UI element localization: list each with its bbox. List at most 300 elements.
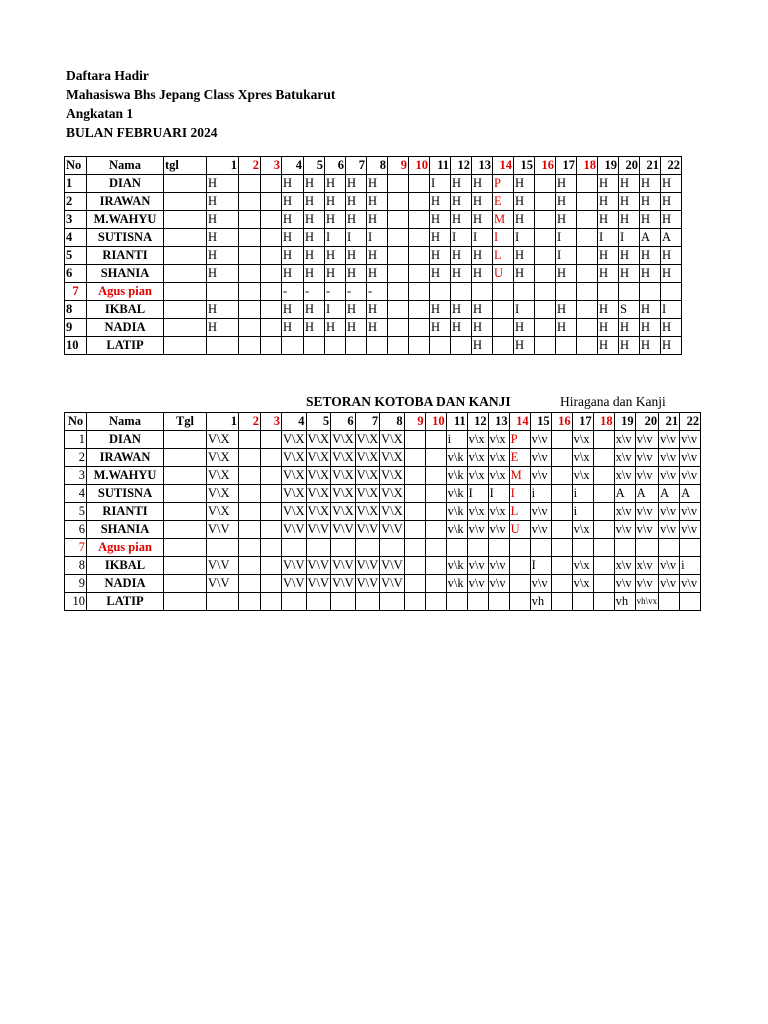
row-number: 5 (65, 247, 87, 265)
day-cell (659, 593, 680, 611)
col-header-day-8: 8 (380, 413, 405, 431)
day-cell: H (598, 337, 619, 355)
day-cell: I (488, 485, 509, 503)
col-header-day-6: 6 (331, 413, 356, 431)
day-cell: H (514, 319, 535, 337)
day-cell (535, 211, 556, 229)
day-cell (551, 431, 572, 449)
day-cell: U (509, 521, 530, 539)
student-name: Agus pian (87, 539, 164, 557)
day-cell: H (556, 211, 577, 229)
day-cell (404, 503, 425, 521)
day-cell: v\v (614, 575, 635, 593)
day-cell (239, 247, 261, 265)
day-cell: H (430, 319, 451, 337)
row-number: 1 (65, 175, 87, 193)
day-cell (593, 449, 614, 467)
col-header-day-12: 12 (451, 157, 472, 175)
day-cell: v\v (680, 575, 701, 593)
day-cell (346, 337, 367, 355)
day-cell (409, 301, 430, 319)
day-cell: E (493, 193, 514, 211)
day-cell: x\v (614, 431, 635, 449)
day-cell (261, 229, 282, 247)
table-row (65, 175, 682, 193)
day-cell (425, 557, 446, 575)
day-cell: v\x (488, 467, 509, 485)
day-cell: V\X (331, 449, 356, 467)
col-header-day-10: 10 (409, 157, 430, 175)
day-cell: v\v (659, 503, 680, 521)
day-cell: H (282, 301, 304, 319)
col-header-day-16: 16 (551, 413, 572, 431)
day-cell (261, 301, 282, 319)
day-cell: V\X (331, 467, 356, 485)
col-header-day-13: 13 (472, 157, 493, 175)
day-cell: H (472, 337, 493, 355)
day-cell: H (556, 193, 577, 211)
tgl-cell (164, 193, 207, 211)
day-cell: H (661, 175, 682, 193)
day-cell: H (430, 193, 451, 211)
day-cell (593, 521, 614, 539)
day-cell (261, 211, 282, 229)
day-cell: I (346, 229, 367, 247)
student-name: IRAWAN (87, 449, 164, 467)
day-cell: v\v (659, 521, 680, 539)
day-cell: H (282, 175, 304, 193)
table-row (65, 265, 682, 283)
day-cell: V\X (282, 449, 307, 467)
day-cell (261, 485, 282, 503)
day-cell: H (304, 265, 325, 283)
col-header-day-14: 14 (493, 157, 514, 175)
day-cell: V\X (331, 503, 356, 521)
row-number: 4 (65, 485, 87, 503)
student-name: NADIA (87, 575, 164, 593)
student-name: SHANIA (87, 265, 164, 283)
day-cell (207, 593, 239, 611)
col-header-day-9: 9 (404, 413, 425, 431)
day-cell: V\V (306, 521, 331, 539)
day-cell: v\v (530, 431, 551, 449)
day-cell: v\v (680, 467, 701, 485)
day-cell: H (472, 211, 493, 229)
day-cell: x\v (614, 449, 635, 467)
day-cell (593, 557, 614, 575)
day-cell: H (304, 319, 325, 337)
day-cell (331, 593, 356, 611)
day-cell: I (493, 229, 514, 247)
day-cell (551, 521, 572, 539)
day-cell: V\X (380, 431, 405, 449)
day-cell (404, 539, 425, 557)
day-cell (388, 337, 409, 355)
day-cell (388, 211, 409, 229)
day-cell (239, 575, 261, 593)
day-cell (404, 449, 425, 467)
day-cell (239, 337, 261, 355)
day-cell: H (367, 211, 388, 229)
day-cell: v\v (680, 503, 701, 521)
day-cell (493, 319, 514, 337)
day-cell: H (304, 229, 325, 247)
day-cell (239, 503, 261, 521)
day-cell (467, 539, 488, 557)
table-row (65, 319, 682, 337)
row-number: 7 (65, 283, 87, 301)
day-cell (577, 283, 598, 301)
day-cell: H (640, 247, 661, 265)
row-number: 9 (65, 575, 87, 593)
student-name: IRAWAN (87, 193, 164, 211)
student-name: DIAN (87, 431, 164, 449)
day-cell: V\V (282, 557, 307, 575)
day-cell: H (598, 211, 619, 229)
day-cell: V\X (207, 485, 239, 503)
table-row (65, 485, 701, 503)
day-cell: H (514, 175, 535, 193)
student-name: RIANTI (87, 503, 164, 521)
day-cell (551, 485, 572, 503)
day-cell: H (640, 337, 661, 355)
student-name: IKBAL (87, 557, 164, 575)
day-cell: H (472, 301, 493, 319)
day-cell (409, 211, 430, 229)
day-cell: H (304, 301, 325, 319)
day-cell: H (661, 247, 682, 265)
row-number: 10 (65, 337, 87, 355)
row-number: 6 (65, 265, 87, 283)
day-cell: i (680, 557, 701, 575)
day-cell (409, 193, 430, 211)
day-cell: v\k (446, 449, 467, 467)
day-cell (282, 593, 307, 611)
col-header-day-16: 16 (535, 157, 556, 175)
day-cell (239, 431, 261, 449)
day-cell (388, 193, 409, 211)
day-cell (261, 575, 282, 593)
day-cell: H (640, 175, 661, 193)
day-cell: V\V (355, 557, 380, 575)
day-cell (577, 247, 598, 265)
day-cell: V\V (306, 557, 331, 575)
day-cell: H (346, 211, 367, 229)
day-cell (261, 539, 282, 557)
col-header-day-13: 13 (488, 413, 509, 431)
day-cell: H (514, 247, 535, 265)
day-cell (593, 575, 614, 593)
day-cell: H (325, 175, 346, 193)
day-cell: V\V (207, 575, 239, 593)
col-header-day-11: 11 (430, 157, 451, 175)
day-cell (380, 593, 405, 611)
day-cell: v\x (572, 521, 593, 539)
day-cell: I (451, 229, 472, 247)
col-header-day-3: 3 (261, 157, 282, 175)
day-cell: i (446, 431, 467, 449)
day-cell: H (451, 247, 472, 265)
day-cell: v\v (530, 467, 551, 485)
day-cell (261, 337, 282, 355)
day-cell: U (493, 265, 514, 283)
table-row (65, 503, 701, 521)
day-cell: v\x (572, 449, 593, 467)
day-cell: H (325, 211, 346, 229)
table-row (65, 431, 701, 449)
tgl-cell (164, 503, 207, 521)
day-cell: V\X (331, 485, 356, 503)
day-cell: H (472, 175, 493, 193)
row-number: 1 (65, 431, 87, 449)
day-cell: V\X (207, 503, 239, 521)
day-cell (577, 337, 598, 355)
day-cell: V\X (355, 485, 380, 503)
day-cell: H (304, 211, 325, 229)
day-cell: v\v (635, 521, 659, 539)
day-cell: H (304, 247, 325, 265)
day-cell (239, 557, 261, 575)
day-cell: H (514, 211, 535, 229)
day-cell: v\v (659, 449, 680, 467)
day-cell: H (346, 301, 367, 319)
day-cell: v\v (680, 521, 701, 539)
day-cell (404, 521, 425, 539)
day-cell: I (514, 229, 535, 247)
day-cell: H (619, 211, 640, 229)
day-cell (493, 337, 514, 355)
col-header-day-12: 12 (467, 413, 488, 431)
col-header-day-10: 10 (425, 413, 446, 431)
day-cell: V\V (380, 575, 405, 593)
row-number: 2 (65, 449, 87, 467)
col-header-day-5: 5 (304, 157, 325, 175)
col-header-tgl: tgl (164, 157, 207, 175)
day-cell (430, 337, 451, 355)
day-cell (367, 337, 388, 355)
tgl-cell (164, 539, 207, 557)
col-header-day-2: 2 (239, 157, 261, 175)
row-number: 6 (65, 521, 87, 539)
day-cell (577, 319, 598, 337)
table-row (65, 467, 701, 485)
col-header-day-20: 20 (619, 157, 640, 175)
day-cell: H (430, 229, 451, 247)
day-cell (261, 467, 282, 485)
day-cell (261, 431, 282, 449)
table-row (65, 229, 682, 247)
day-cell (239, 521, 261, 539)
day-cell (239, 301, 261, 319)
day-cell: H (346, 193, 367, 211)
day-cell: H (514, 193, 535, 211)
student-name: M.WAHYU (87, 211, 164, 229)
day-cell: H (514, 265, 535, 283)
day-cell: H (207, 265, 239, 283)
day-cell: V\V (331, 521, 356, 539)
day-cell: I (325, 229, 346, 247)
day-cell: A (661, 229, 682, 247)
day-cell (388, 175, 409, 193)
day-cell: V\V (207, 521, 239, 539)
day-cell: v\v (467, 521, 488, 539)
day-cell: V\X (355, 503, 380, 521)
day-cell (509, 557, 530, 575)
day-cell (551, 467, 572, 485)
day-cell (404, 485, 425, 503)
day-cell: V\V (282, 521, 307, 539)
day-cell (535, 229, 556, 247)
day-cell: H (556, 265, 577, 283)
day-cell: vh\vx (635, 593, 659, 611)
day-cell: H (367, 265, 388, 283)
table-row (65, 301, 682, 319)
day-cell (614, 539, 635, 557)
day-cell: I (556, 247, 577, 265)
day-cell: H (346, 265, 367, 283)
day-cell (355, 593, 380, 611)
day-cell (509, 539, 530, 557)
day-cell: H (661, 265, 682, 283)
tgl-cell (164, 175, 207, 193)
col-header-day-21: 21 (659, 413, 680, 431)
col-header-day-17: 17 (556, 157, 577, 175)
col-header-day-15: 15 (530, 413, 551, 431)
day-cell (535, 337, 556, 355)
day-cell (207, 539, 239, 557)
day-cell: H (430, 211, 451, 229)
day-cell: I (619, 229, 640, 247)
day-cell: v\v (614, 521, 635, 539)
day-cell: H (282, 211, 304, 229)
day-cell (261, 557, 282, 575)
day-cell (446, 593, 467, 611)
col-header-day-9: 9 (388, 157, 409, 175)
day-cell: - (304, 283, 325, 301)
student-name: SHANIA (87, 521, 164, 539)
day-cell: v\v (530, 503, 551, 521)
day-cell: v\x (467, 449, 488, 467)
day-cell: I (367, 229, 388, 247)
day-cell: H (661, 211, 682, 229)
day-cell (535, 175, 556, 193)
day-cell: v\k (446, 503, 467, 521)
day-cell: v\v (467, 557, 488, 575)
day-cell: V\X (380, 485, 405, 503)
day-cell (388, 319, 409, 337)
col-header-day-6: 6 (325, 157, 346, 175)
day-cell: H (451, 175, 472, 193)
day-cell: I (325, 301, 346, 319)
day-cell (530, 539, 551, 557)
col-header-day-15: 15 (514, 157, 535, 175)
day-cell: v\k (446, 575, 467, 593)
table-row (65, 337, 682, 355)
day-cell (556, 337, 577, 355)
day-cell (239, 467, 261, 485)
col-header-day-5: 5 (306, 413, 331, 431)
attendance-table (64, 156, 682, 355)
day-cell (331, 539, 356, 557)
day-cell: v\x (467, 467, 488, 485)
day-cell: v\v (530, 575, 551, 593)
day-cell: x\v (614, 557, 635, 575)
day-cell: V\V (355, 575, 380, 593)
day-cell (261, 265, 282, 283)
day-cell (430, 283, 451, 301)
day-cell (239, 193, 261, 211)
day-cell: v\v (680, 449, 701, 467)
day-cell (551, 557, 572, 575)
day-cell (388, 283, 409, 301)
col-header-day-11: 11 (446, 413, 467, 431)
day-cell: H (451, 319, 472, 337)
day-cell (261, 503, 282, 521)
day-cell: v\v (635, 449, 659, 467)
day-cell (598, 283, 619, 301)
day-cell (593, 467, 614, 485)
day-cell (493, 301, 514, 319)
day-cell (388, 229, 409, 247)
day-cell (282, 539, 307, 557)
day-cell: H (304, 175, 325, 193)
day-cell: I (430, 175, 451, 193)
tgl-cell (164, 521, 207, 539)
tgl-cell (164, 485, 207, 503)
col-header-day-18: 18 (577, 157, 598, 175)
day-cell: V\X (331, 431, 356, 449)
tgl-cell (164, 593, 207, 611)
day-cell: H (640, 265, 661, 283)
day-cell (239, 283, 261, 301)
day-cell (593, 539, 614, 557)
day-cell (425, 593, 446, 611)
day-cell: v\x (488, 503, 509, 521)
day-cell: v\x (572, 557, 593, 575)
col-header-day-18: 18 (593, 413, 614, 431)
day-cell: H (619, 175, 640, 193)
day-cell (577, 301, 598, 319)
col-header-day-17: 17 (572, 413, 593, 431)
day-cell: I (472, 229, 493, 247)
day-cell (577, 211, 598, 229)
day-cell: I (598, 229, 619, 247)
day-cell (325, 337, 346, 355)
student-name: SUTISNA (87, 485, 164, 503)
day-cell (404, 575, 425, 593)
day-cell (261, 175, 282, 193)
day-cell: v\x (488, 431, 509, 449)
table-row (65, 449, 701, 467)
day-cell: H (282, 319, 304, 337)
col-header-nama: Nama (87, 413, 164, 431)
col-header-day-8: 8 (367, 157, 388, 175)
day-cell: H (325, 265, 346, 283)
day-cell: H (430, 265, 451, 283)
col-header-day-19: 19 (598, 157, 619, 175)
col-header-day-22: 22 (680, 413, 701, 431)
day-cell (207, 337, 239, 355)
col-header-tgl: Tgl (164, 413, 207, 431)
day-cell: - (367, 283, 388, 301)
day-cell (261, 193, 282, 211)
day-cell: I (556, 229, 577, 247)
day-cell (577, 265, 598, 283)
day-cell (535, 265, 556, 283)
student-name: RIANTI (87, 247, 164, 265)
day-cell: vh (530, 593, 551, 611)
header-month: BULAN FEBRUARI 2024 (66, 125, 218, 140)
